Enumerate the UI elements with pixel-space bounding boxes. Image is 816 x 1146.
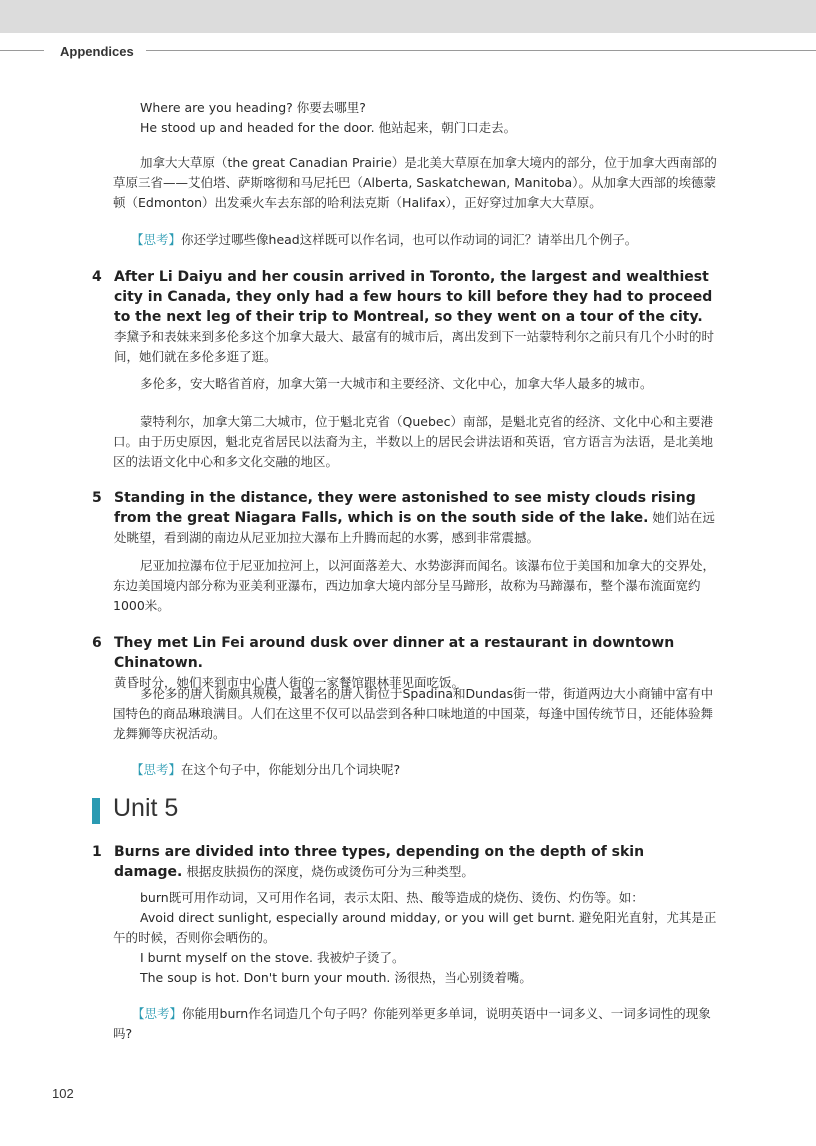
top-band — [0, 0, 816, 33]
note-item-5 — [92, 488, 722, 548]
prairie-paragraph: 加拿大大草原（the great Canadian Prairie）是北美大草原在加拿大境内的部分，位于加拿大西南部的草原三省——艾伯塔、萨斯喀彻和马尼托巴（Alberta, Saskatchewan, Manitoba）。从加拿大西部的埃德蒙顿（Edmonton）出发乘火车去东部的哈利法克斯（Halifax），正好穿过加拿大大草原。 — [113, 155, 717, 210]
unit-accent-bar — [92, 798, 100, 824]
page-number: 102 — [52, 1086, 74, 1101]
think-text: 你还学过哪些像head这样既可以作名词，也可以作动词的词汇？请举出几个例子。 — [181, 232, 638, 247]
unit5-note-item-1 — [92, 842, 722, 882]
item-chinese: 黄昏时分，她们来到市中心唐人街的一家餐馆跟林菲见面吃饭。 — [114, 675, 465, 690]
think-note-2 — [131, 760, 731, 780]
think-note-3 — [113, 1004, 723, 1044]
item-number: 5 — [92, 490, 102, 506]
item-body — [114, 842, 716, 882]
burn-example-1: Avoid direct sunlight, especially around midday, or you will get burnt. 避免阳光直射，尤其是正午的时候，否则你会晒伤的。 — [113, 910, 717, 945]
burn-intro: burn既可用作动词，又可用作名词，表示太阳、热、酸等造成的烧伤、烫伤、灼伤等。如： — [140, 890, 644, 905]
example-heading-2: He stood up and headed for the door. 他站起来，朝门口走去。 — [140, 120, 517, 135]
example-heading-1: Where are you heading? 你要去哪里? — [140, 100, 366, 115]
think-tag: 【思考】 — [131, 232, 182, 247]
item-chinese: 根据皮肤损伤的深度，烧伤或烫伤可分为三种类型。 — [182, 864, 474, 879]
think-tag: 【思考】 — [131, 762, 182, 777]
item-number: 4 — [92, 269, 102, 285]
think-text: 在这个句子中，你能划分出几个词块呢? — [181, 762, 401, 777]
burn-example-3: The soup is hot. Don't burn your mouth. 汤很热，当心别烫着嘴。 — [140, 970, 532, 985]
unit-title: Unit 5 — [113, 794, 179, 822]
toronto-paragraph: 多伦多，安大略省首府，加拿大第一大城市和主要经济、文化中心，加拿大华人最多的城市。 — [140, 376, 653, 391]
item-english: Burns are divided into three types, depending on the depth of skin damage. — [114, 844, 645, 880]
think-text: 你能用burn作名词造几个句子吗？你能列举更多单词，说明英语中一词多义、一词多词性的现象吗? — [113, 1006, 711, 1041]
item-english: Standing in the distance, they were astonished to see misty clouds rising from the great Niagara Falls, which is on the south side of the lake. — [114, 490, 696, 526]
item-chinese: 她们站在远处眺望，看到湖的南边从尼亚加拉大瀑布上升腾而起的水雾，感到非常震撼。 — [114, 510, 715, 545]
item-english: They met Lin Fei around dusk over dinner at a restaurant in downtown Chinatown. — [114, 635, 675, 671]
note-item-6 — [92, 633, 722, 690]
chinatown-paragraph: 多伦多的唐人街颇具规模，最著名的唐人街位于Spadina和Dundas街一带，街道两边大小商铺中富有中国特色的商品琳琅满目。人们在这里不仅可以品尝到各种口味地道的中国菜，每逢中国传统节日，还能体验舞龙舞狮等庆祝活动。 — [113, 686, 714, 741]
item-chinese: 李黛予和表妹来到多伦多这个加拿大最大、最富有的城市后，离出发到下一站蒙特利尔之前只有几个小时的时间，她们就在多伦多逛了逛。 — [114, 329, 715, 364]
item-english: After Li Daiyu and her cousin arrived in Toronto, the largest and wealthiest city in Canada, they only had a few hours to kill before they had to proceed to the next leg of their trip to Montreal, so they went on a tour of the city. — [114, 269, 713, 325]
header-rule-left — [0, 50, 44, 51]
burn-example-2: I burnt myself on the stove. 我被炉子烫了。 — [140, 950, 405, 965]
item-body — [114, 488, 716, 548]
niagara-paragraph: 尼亚加拉瀑布位于尼亚加拉河上，以河面落差大、水势澎湃而闻名。该瀑布位于美国和加拿大的交界处，东边美国境内部分称为亚美利亚瀑布，西边加拿大境内部分呈马蹄形，故称为马蹄瀑布，整个瀑布流面宽约1000米。 — [113, 558, 716, 613]
item-body — [114, 267, 716, 367]
think-tag: 【思考】 — [132, 1006, 183, 1021]
header-rule-right — [146, 50, 816, 51]
running-header: Appendices — [60, 44, 134, 59]
item-number: 6 — [92, 635, 102, 651]
montreal-paragraph: 蒙特利尔，加拿大第二大城市，位于魁北克省（Quebec）南部，是魁北克省的经济、文化中心和主要港口。由于历史原因，魁北克省居民以法裔为主，半数以上的居民会讲法语和英语，官方语言为法语，是北美地区的法语文化中心和多文化交融的地区。 — [113, 414, 714, 469]
note-item-4 — [92, 267, 722, 367]
think-note-1 — [131, 230, 731, 250]
item-number: 1 — [92, 844, 102, 860]
